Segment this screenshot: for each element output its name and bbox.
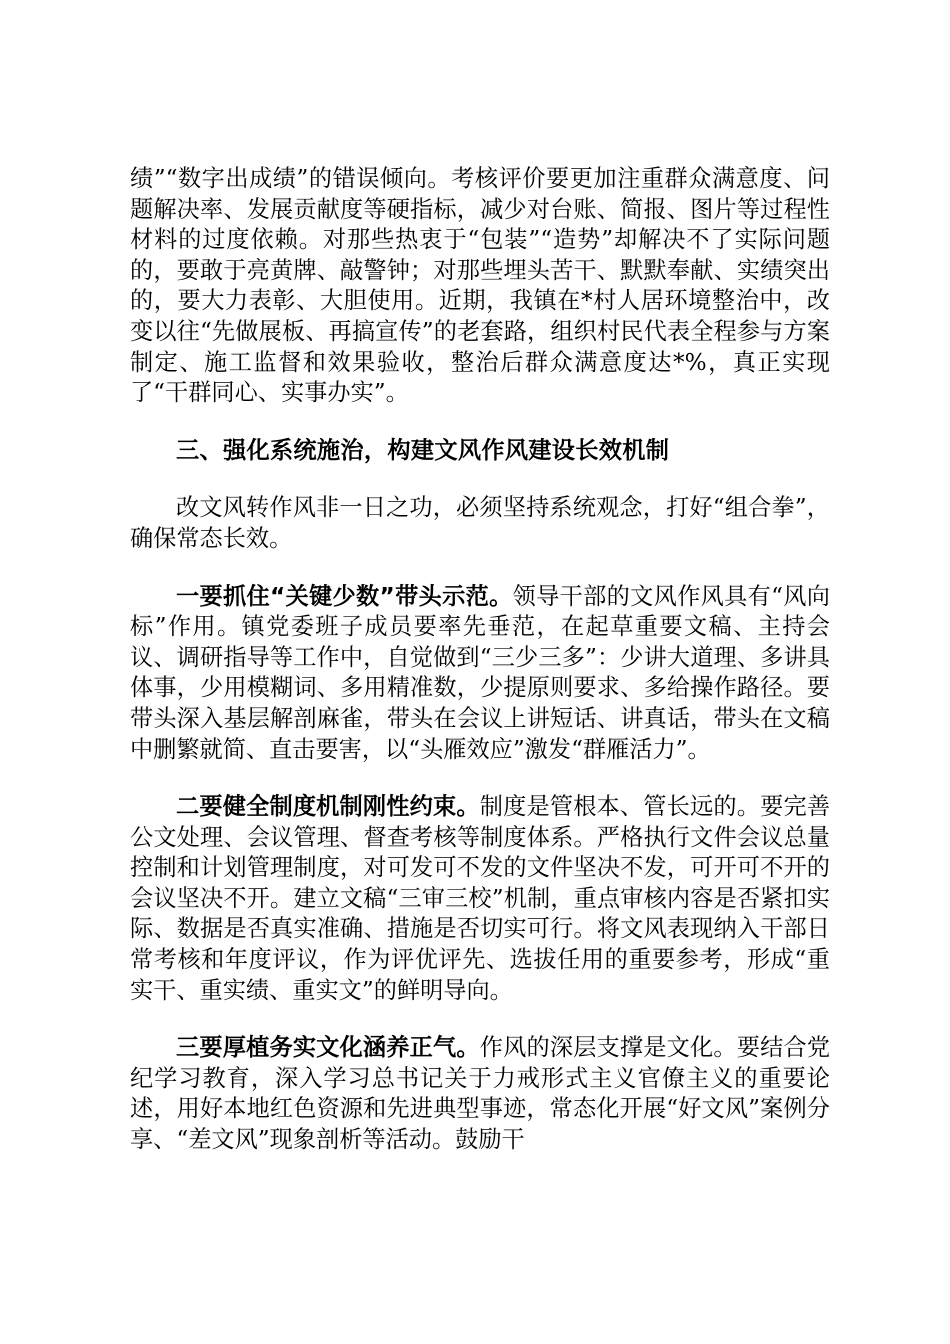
continued-paragraph: 绩”“数字出成绩”的错误倾向。考核评价要更加注重群众满意度、问题解决率、发展贡献度等硬指标，减少对台账、简报、图片等过程性材料的过度依赖。对那些热衷于“包装”“造势”却解决不了实际问题的，要敢于亮黄牌、敲警钟；对那些埋头苦干、默默奉献、实绩突出的，要大力表彰、大胆使用。近期，我镇在*村人居环境整治中，改变以往“先做展板、再搞宣传”的老套路，组织村民代表全程参与方案制定、施工监督和效果验收，整治后群众满意度达*%，真正实现了“干群同心、实事办实”。 <box>130 165 830 407</box>
item-lead-3: 三要厚植务实文化涵养正气。 <box>176 1034 480 1062</box>
item-body-3: 作风的深层支撑是文化。要结合党纪学习教育，深入学习总书记关于力戒形式主义官僚主义的重要论述，用好本地红色资源和先进典型事迹，常态化开展“好文风”案例分享、“差文风”现象剖析等活动。鼓励干 <box>130 1034 831 1154</box>
intro-paragraph: 改文风转作风非一日之功，必须坚持系统观念，打好“组合拳”，确保常态长效。 <box>130 494 830 552</box>
document-page <box>130 164 830 1183</box>
item-body-1: 领导干部的文风作风具有“风向标”作用。镇党委班子成员要率先垂范，在起草重要文稿、主持会议、调研指导等工作中，自觉做到“三少三多”：少讲大道理、多讲具体事，少用模糊词、多用精准数，少提原则要求、多给操作路径。要带头深入基层解剖麻雀，带头在会议上讲短话、讲真话，带头在文稿中删繁就简、直击要害，以“头雁效应”激发“群雁活力”。 <box>130 582 830 763</box>
item-paragraph-1 <box>130 582 830 766</box>
item-paragraph-3 <box>130 1033 830 1155</box>
item-paragraph-2 <box>130 792 830 1006</box>
item-lead-1: 一要抓住“关键少数”带头示范。 <box>176 582 513 610</box>
item-body-2: 制度是管根本、管长远的。要完善公文处理、会议管理、督查考核等制度体系。严格执行文件会议总量控制和计划管理制度，对可发可不发的文件坚决不发，可开可不开的会议坚决不开。建立文稿“三审三校”机制，重点审核内容是否紧扣实际、数据是否真实准确、措施是否切实可行。将文风表现纳入干部日常考核和年度评议，作为评优评先、选拔任用的重要参考，形成“重实干、重实绩、重实文”的鲜明导向。 <box>130 793 831 1004</box>
section-heading: 三、强化系统施治，构建文风作风建设长效机制 <box>176 436 670 464</box>
item-lead-2: 二要健全制度机制刚性约束。 <box>176 793 480 821</box>
